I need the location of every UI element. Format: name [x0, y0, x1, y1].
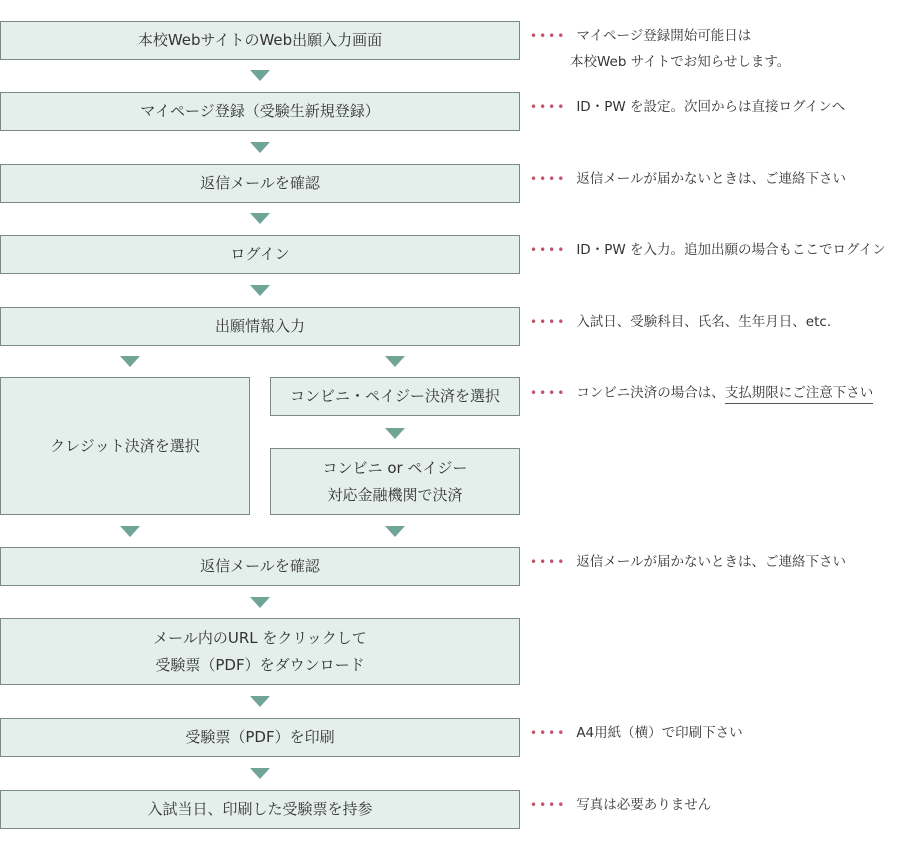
- arrow-down-icon: [250, 768, 270, 779]
- dots-icon: ••••: [530, 100, 567, 114]
- arrow-down-icon: [250, 142, 270, 153]
- arrow-down-icon: [385, 428, 405, 439]
- step-download-ticket-line2: 受験票（PDF）をダウンロード: [155, 655, 365, 674]
- arrow-down-icon: [120, 526, 140, 537]
- step-convenience-settle-line1: コンビニ or ペイジー: [322, 458, 468, 477]
- note-login: [530, 237, 886, 263]
- note-web-entry-line2: 本校Web サイトでお知らせします。: [570, 54, 791, 70]
- note-login-text: ID・PW を入力。追加出願の場合もここでログイン: [576, 242, 886, 258]
- note-confirm-mail-2: [530, 549, 846, 575]
- arrow-down-icon: [250, 213, 270, 224]
- step-credit-payment: [0, 377, 250, 515]
- step-convenience-settle-line2: 対応金融機関で決済: [327, 485, 463, 504]
- note-bring-text: 写真は必要ありません: [576, 797, 712, 813]
- arrow-down-icon: [385, 526, 405, 537]
- dots-icon: ••••: [530, 172, 567, 186]
- step-mypage-register: [0, 92, 520, 131]
- step-mypage-register-label: マイページ登録（受験生新規登録）: [140, 102, 380, 120]
- step-bring-ticket-label: 入試当日、印刷した受験票を持参: [147, 800, 373, 818]
- step-application-info: [0, 307, 520, 346]
- arrow-down-icon: [385, 356, 405, 367]
- note-print-text: A4用紙（横）で印刷下さい: [576, 725, 743, 741]
- step-print-ticket-label: 受験票（PDF）を印刷: [185, 728, 335, 746]
- note-confirm-mail-1: [530, 166, 846, 192]
- note-confirm-mail-2-text: 返信メールが届かないときは、ご連絡下さい: [576, 554, 847, 570]
- note-mypage-register-text: ID・PW を設定。次回からは直接ログインへ: [576, 99, 846, 115]
- step-application-info-label: 出願情報入力: [214, 317, 305, 335]
- note-web-entry: [530, 23, 790, 75]
- step-bring-ticket: [0, 790, 520, 829]
- note-confirm-mail-1-text: 返信メールが届かないときは、ご連絡下さい: [576, 171, 847, 187]
- note-print: [530, 720, 743, 746]
- note-application-info-text: 入試日、受験科目、氏名、生年月日、etc.: [576, 314, 832, 330]
- step-confirm-mail-1-label: 返信メールを確認: [200, 174, 320, 192]
- dots-icon: ••••: [530, 29, 567, 43]
- dots-icon: ••••: [530, 798, 567, 812]
- note-convenience-prefix: コンビニ決済の場合は、: [576, 385, 725, 401]
- step-confirm-mail-2: [0, 547, 520, 586]
- note-mypage-register: [530, 94, 845, 120]
- step-web-entry-label: 本校WebサイトのWeb出願入力画面: [137, 31, 383, 49]
- step-confirm-mail-2-label: 返信メールを確認: [200, 557, 320, 575]
- step-download-ticket-line1: メール内のURL をクリックして: [153, 628, 367, 647]
- step-login: [0, 235, 520, 274]
- note-convenience-deadline: 支払期限にご注意下さい: [725, 385, 874, 404]
- step-web-entry: [0, 21, 520, 60]
- arrow-down-icon: [120, 356, 140, 367]
- dots-icon: ••••: [530, 386, 567, 400]
- note-convenience: [530, 380, 873, 406]
- arrow-down-icon: [250, 696, 270, 707]
- note-application-info: [530, 309, 831, 335]
- step-download-ticket: [0, 618, 520, 685]
- dots-icon: ••••: [530, 726, 567, 740]
- step-convenience-payment: [270, 377, 520, 416]
- arrow-down-icon: [250, 285, 270, 296]
- step-convenience-settle: [270, 448, 520, 515]
- step-print-ticket: [0, 718, 520, 757]
- step-confirm-mail-1: [0, 164, 520, 203]
- step-convenience-payment-label: コンビニ・ペイジー決済を選択: [289, 387, 500, 405]
- arrow-down-icon: [250, 70, 270, 81]
- step-credit-payment-label: クレジット決済を選択: [50, 436, 200, 455]
- dots-icon: ••••: [530, 555, 567, 569]
- dots-icon: ••••: [530, 243, 567, 257]
- note-web-entry-line1: マイページ登録開始可能日は: [576, 28, 752, 44]
- dots-icon: ••••: [530, 315, 567, 329]
- step-login-label: ログイン: [230, 245, 290, 263]
- note-bring: [530, 792, 711, 818]
- arrow-down-icon: [250, 597, 270, 608]
